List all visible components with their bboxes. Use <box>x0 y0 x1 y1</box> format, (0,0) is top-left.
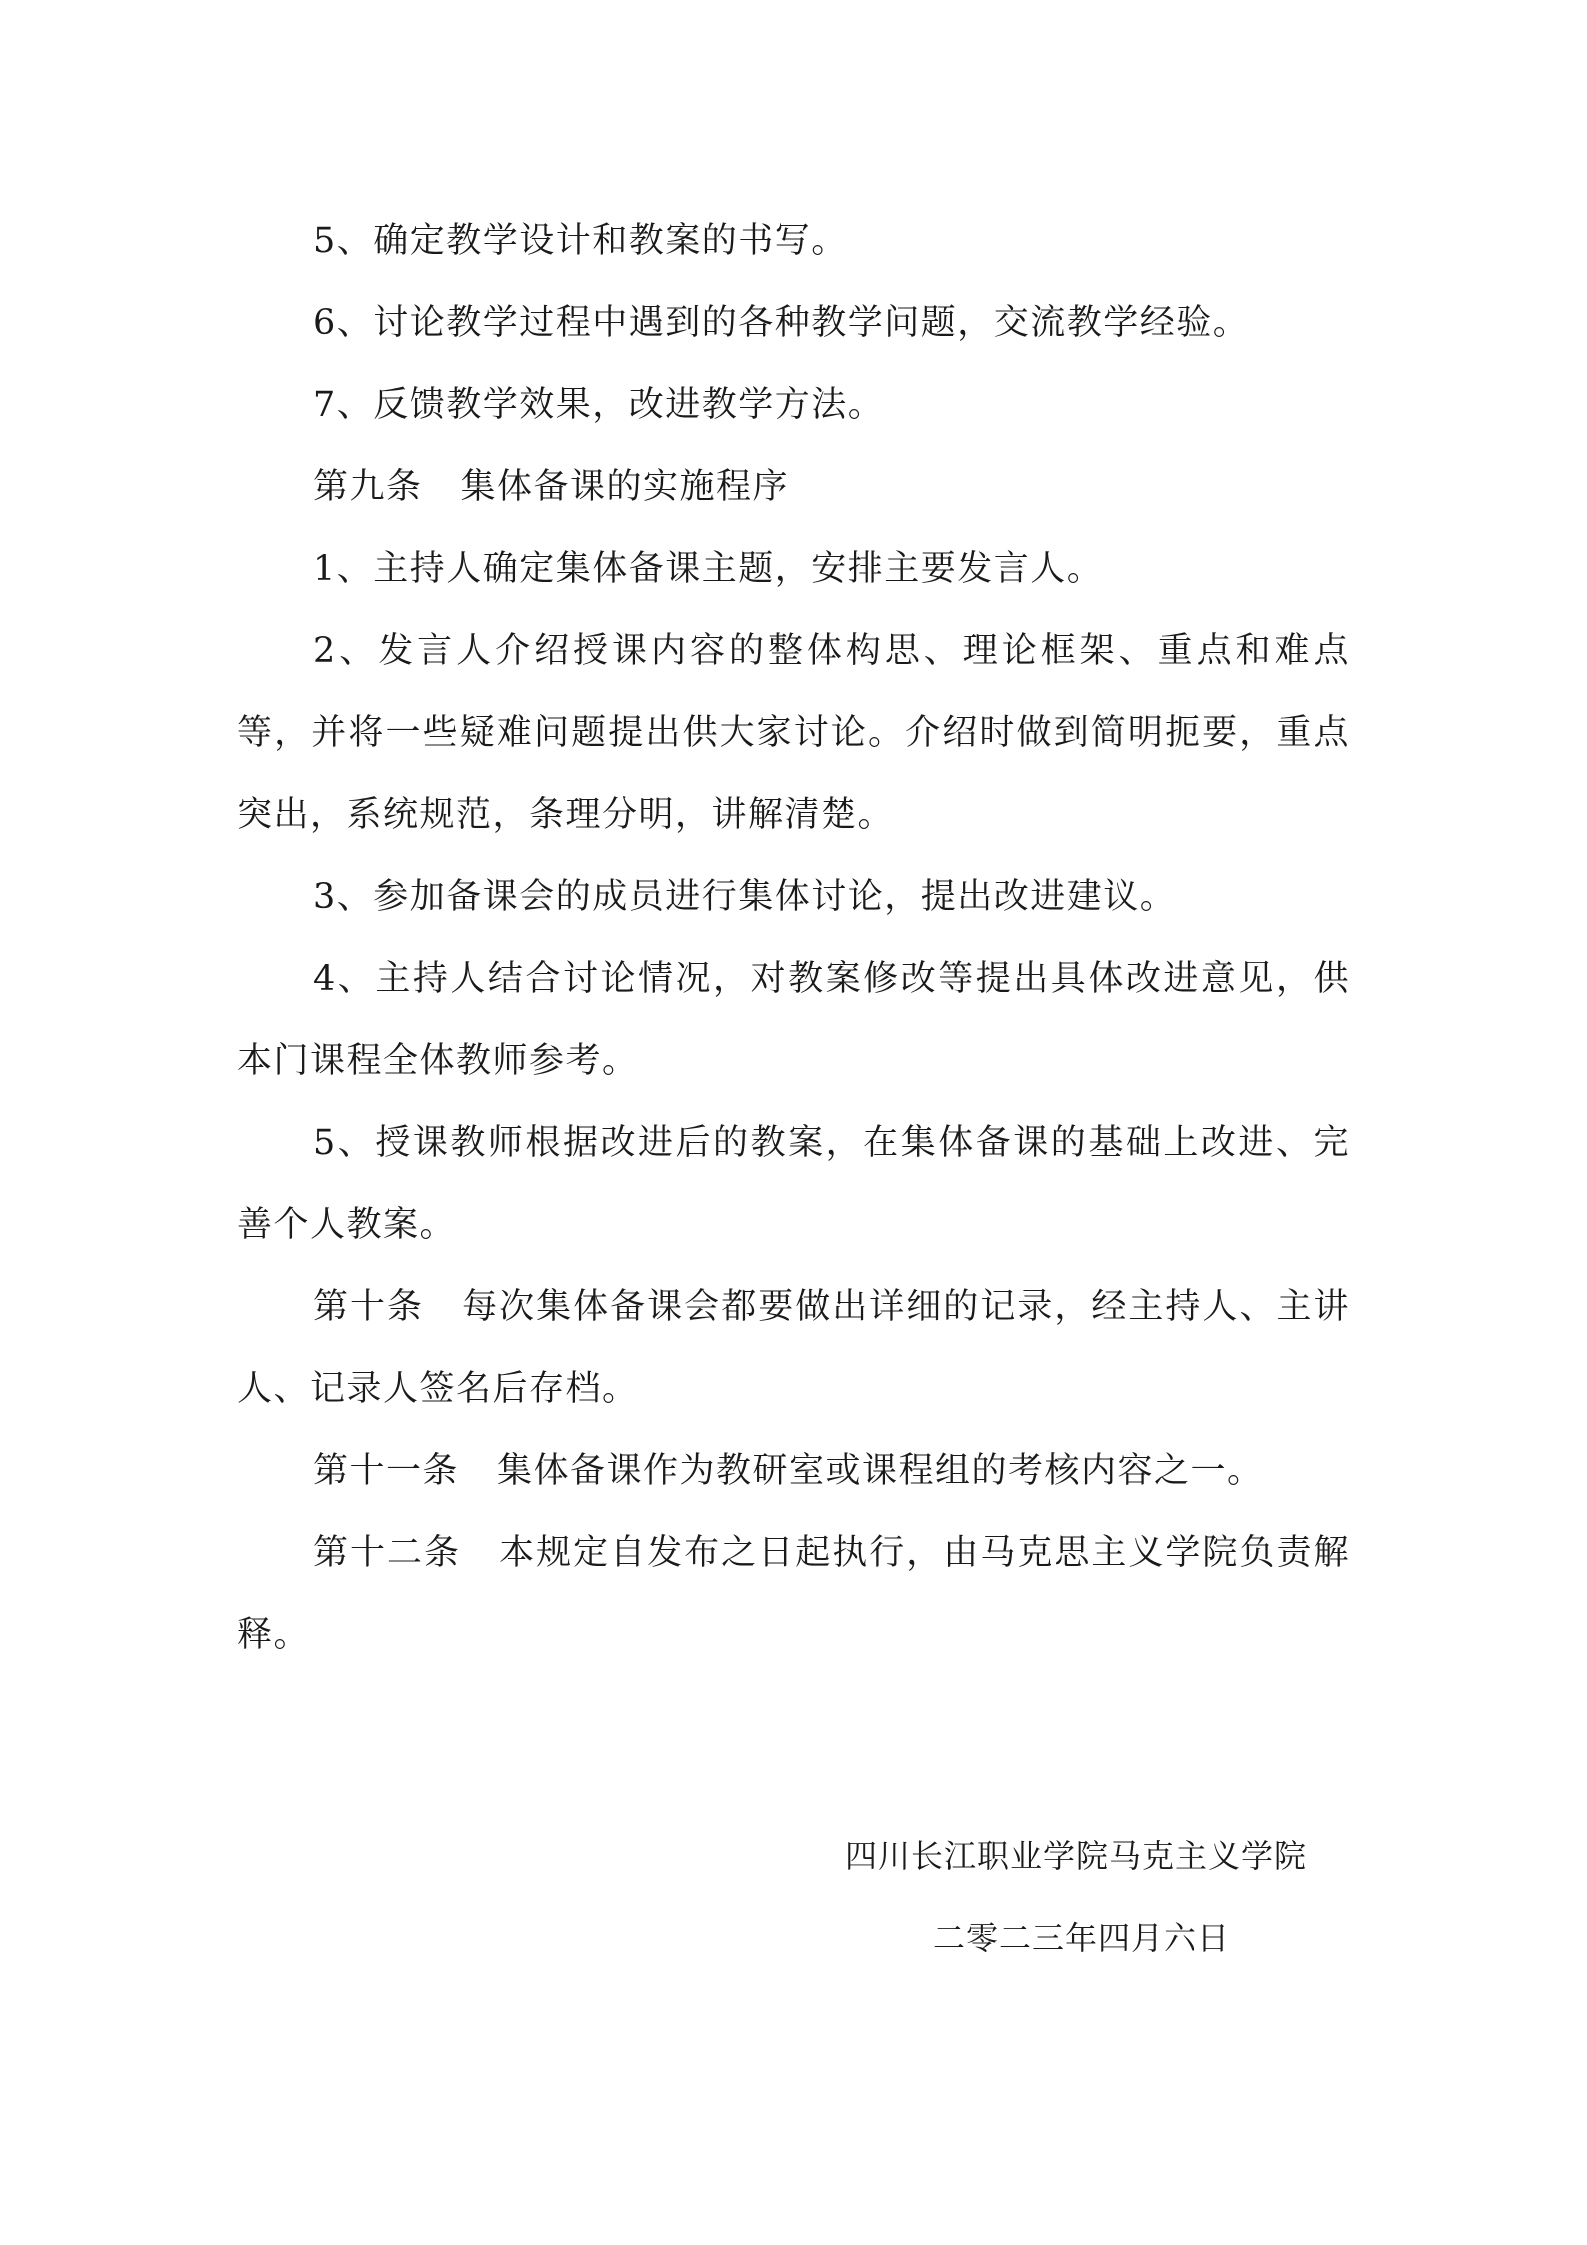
paragraph-item-7 <box>237 364 1350 446</box>
article-9 <box>237 446 1350 528</box>
procedure-step-3 <box>237 856 1350 938</box>
signature-date: 二零二三年四月六日 <box>933 1919 1231 1957</box>
document-body <box>237 200 1350 1676</box>
procedure-step-4 <box>237 938 1350 1102</box>
article-10 <box>237 1266 1350 1430</box>
paragraph-text: 7、反馈教学效果，改进教学方法。 <box>313 385 885 425</box>
article-text: 集体备课的实施程序 <box>460 467 790 507</box>
article-text: 本规定自发布之日起执行，由马克思主义学院负责解释。 <box>237 1533 1350 1655</box>
paragraph-item-5 <box>237 200 1350 282</box>
paragraph-item-6 <box>237 282 1350 364</box>
procedure-step-2 <box>237 610 1350 856</box>
article-11 <box>237 1430 1350 1512</box>
paragraph-text: 3、参加备课会的成员进行集体讨论，提出改进建议。 <box>313 877 1177 917</box>
procedure-step-5 <box>237 1102 1350 1266</box>
paragraph-text: 4、主持人结合讨论情况，对教案修改等提出具体改进意见，供本门课程全体教师参考。 <box>237 959 1350 1081</box>
article-heading: 第九条 <box>313 467 423 507</box>
article-heading: 第十一条 <box>313 1451 460 1491</box>
article-heading: 第十二条 <box>313 1533 462 1573</box>
paragraph-text: 6、讨论教学过程中遇到的各种教学问题，交流教学经验。 <box>313 303 1250 343</box>
paragraph-text: 2、发言人介绍授课内容的整体构思、理论框架、重点和难点等，并将一些疑难问题提出供大家讨论。介绍时做到简明扼要，重点突出，系统规范，条理分明，讲解清楚。 <box>237 631 1350 835</box>
signature-organization: 四川长江职业学院马克主义学院 <box>845 1837 1308 1875</box>
paragraph-text: 5、授课教师根据改进后的教案，在集体备课的基础上改进、完善个人教案。 <box>237 1123 1350 1245</box>
article-text: 每次集体备课会都要做出详细的记录，经主持人、主讲人、记录人签名后存档。 <box>237 1287 1350 1409</box>
paragraph-text: 1、主持人确定集体备课主题，安排主要发言人。 <box>313 549 1104 589</box>
paragraph-text: 5、确定教学设计和教案的书写。 <box>313 221 848 261</box>
article-heading: 第十条 <box>313 1287 425 1327</box>
article-12 <box>237 1512 1350 1676</box>
article-text: 集体备课作为教研室或课程组的考核内容之一。 <box>497 1451 1264 1491</box>
procedure-step-1 <box>237 528 1350 610</box>
